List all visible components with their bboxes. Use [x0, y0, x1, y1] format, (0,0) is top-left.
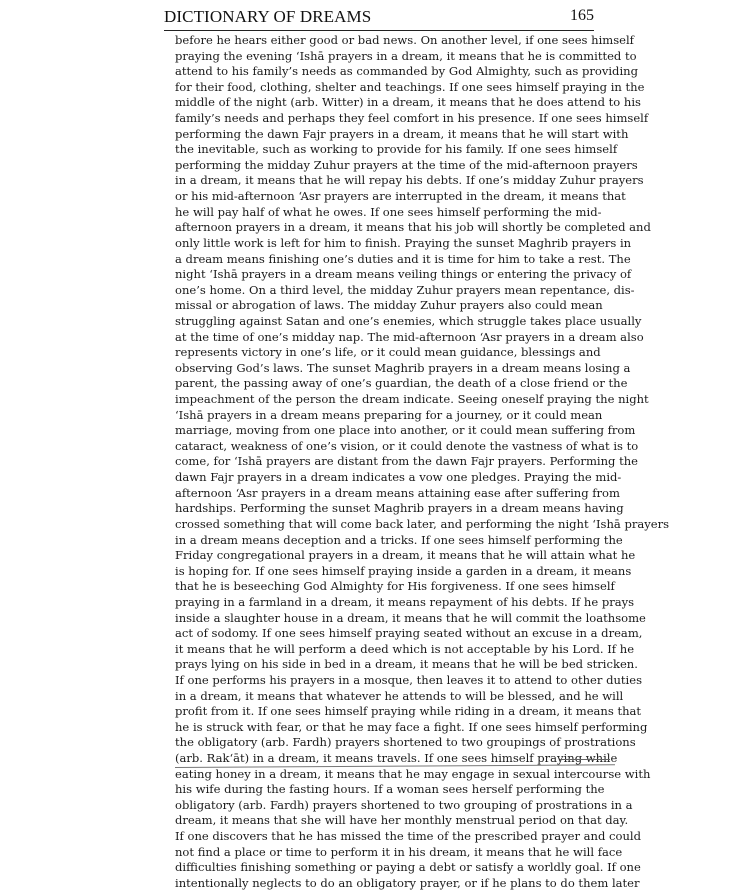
text-line: act of sodomy. If one sees himself praying seated without an excuse in a dream,	[175, 626, 643, 641]
text-line: or his mid-afternoon ‘Asr prayers are interrupted in the dream, it means that	[175, 189, 626, 204]
text-line: performing the midday Zuhur prayers at the time of the mid-afternoon prayers	[175, 157, 638, 172]
text-line: crossed something that will come back later, and performing the night ‘Ishā prayers	[175, 516, 670, 531]
text-line: that he is beseeching God Almighty for His forgiveness. If one sees himself	[175, 579, 615, 594]
text-line: struggling against Satan and one’s enemies, which struggle takes place usually	[175, 313, 642, 328]
text-line: intentionally neglects to do an obligatory prayer, or if he plans to do them later	[175, 875, 640, 890]
text-line: eating honey in a dream, it means that he may engage in sexual intercourse with	[175, 766, 651, 781]
text-line: for their food, clothing, shelter and teachings. If one sees himself praying in the	[175, 79, 645, 94]
text-line: in a dream means deception and a tricks. If one sees himself performing the	[175, 532, 623, 547]
text-line: ‘Ishā prayers in a dream means preparing for a journey, or it could mean	[175, 407, 603, 422]
text-line: is hoping for. If one sees himself praying inside a garden in a dream, it means	[175, 563, 632, 578]
text-line: hardships. Performing the sunset Maghrib prayers in a dream means having	[175, 501, 624, 516]
text-line: difficulties finishing something or paying a debt or satisfy a worldly goal. If one	[175, 860, 641, 875]
text-line: parent, the passing away of one’s guardian, the death of a close friend or the	[175, 376, 628, 391]
text-line: (arb. Rak‘āt) in a dream, it means travels. If one sees himself praying while	[175, 751, 618, 766]
text-line: marriage, moving from one place into another, or it could mean suffering from	[175, 423, 636, 438]
text-line: at the time of one’s midday nap. The mid-afternoon ‘Asr prayers in a dream also	[175, 329, 644, 344]
text-line: night ‘Ishā prayers in a dream means veiling things or entering the privacy of	[175, 267, 632, 282]
text-line: a dream means finishing one’s duties and it is time for him to take a rest. The	[175, 251, 631, 266]
pen-underline-mark	[560, 759, 610, 760]
text-line: profit from it. If one sees himself praying while riding in a dream, it means that	[175, 704, 642, 719]
running-header	[164, 5, 594, 29]
text-line: praying the evening ‘Ishā prayers in a dream, it means that he is committed to	[175, 48, 637, 63]
text-line: one’s home. On a third level, the midday Zuhur prayers mean repentance, dis-	[175, 282, 635, 297]
header-rule	[164, 30, 594, 31]
text-line: his wife during the fasting hours. If a woman sees herself performing the	[175, 782, 605, 797]
text-line: prays lying on his side in bed in a dream, it means that he will be bed stricken.	[175, 657, 638, 672]
text-line: middle of the night (arb. Witter) in a dream, it means that he does attend to his	[175, 95, 641, 110]
body-text	[175, 33, 670, 892]
text-line: observing God’s laws. The sunset Maghrib prayers in a dream means losing a	[175, 360, 631, 375]
text-line: obligatory (arb. Fardh) prayers shortened to two grouping of prostrations in a	[175, 797, 633, 812]
text-line: missal or abrogation of laws. The midday Zuhur prayers also could mean	[175, 298, 603, 313]
text-line: afternoon prayers in a dream, it means that his job will shortly be completed and	[175, 220, 651, 235]
text-line: attend to his family’s needs as commanded by God Almighty, such as providing	[175, 64, 638, 79]
text-line: in a dream, it means that whatever he attends to will be blessed, and he will	[175, 688, 624, 703]
text-line: If one discovers that he has missed the time of the prescribed prayer and could	[175, 829, 641, 844]
text-line: he is struck with fear, or that he may face a fight. If one sees himself performing	[175, 719, 648, 734]
text-line: praying in a farmland in a dream, it means repayment of his debts. If he prays	[175, 594, 635, 609]
text-line: dream, it means that she will have her monthly menstrual period on that day.	[175, 813, 629, 828]
text-line: If one performs his prayers in a mosque, then leaves it to attend to other duties	[175, 672, 642, 687]
text-line: represents victory in one’s life, or it could mean guidance, blessings and	[175, 345, 601, 360]
text-line: not find a place or time to perform it in his dream, it means that he will face	[175, 844, 623, 859]
text-line: the inevitable, such as working to provide for his family. If one sees himself	[175, 142, 618, 157]
text-line: Friday congregational prayers in a dream, it means that he will attain what he	[175, 548, 636, 563]
page-number: 165	[570, 7, 594, 24]
text-line: he will pay half of what he owes. If one sees himself performing the mid-	[175, 204, 602, 219]
text-line: impeachment of the person the dream indicate. Seeing oneself praying the night	[175, 392, 649, 407]
running-title: DICTIONARY OF DREAMS	[164, 7, 372, 26]
text-line: come, for ‘Ishā prayers are distant from the dawn Fajr prayers. Performing the	[175, 454, 638, 469]
text-line: only little work is left for him to finish. Praying the sunset Maghrib prayers in	[175, 235, 632, 250]
text-line: afternoon ‘Asr prayers in a dream means attaining ease after suffering from	[175, 485, 620, 500]
text-line: performing the dawn Fajr prayers in a dream, it means that he will start with	[175, 126, 629, 141]
text-line: inside a slaughter house in a dream, it means that he will commit the loathsome	[175, 610, 646, 625]
text-line: in a dream, it means that he will repay his debts. If one’s midday Zuhur prayers	[175, 173, 644, 188]
text-line: before he hears either good or bad news. On another level, if one sees himself	[175, 33, 634, 47]
text-line: it means that he will perform a deed which is not acceptable by his Lord. If he	[175, 641, 635, 656]
text-line: family’s needs and perhaps they feel comfort in his presence. If one sees himself	[175, 111, 649, 126]
text-line: the obligatory (arb. Fardh) prayers shortened to two groupings of prostrations	[175, 735, 636, 750]
text-line: cataract, weakness of one’s vision, or it could denote the vastness of what is to	[175, 438, 639, 453]
text-line: dawn Fajr prayers in a dream indicates a vow one pledges. Praying the mid-	[175, 470, 622, 485]
